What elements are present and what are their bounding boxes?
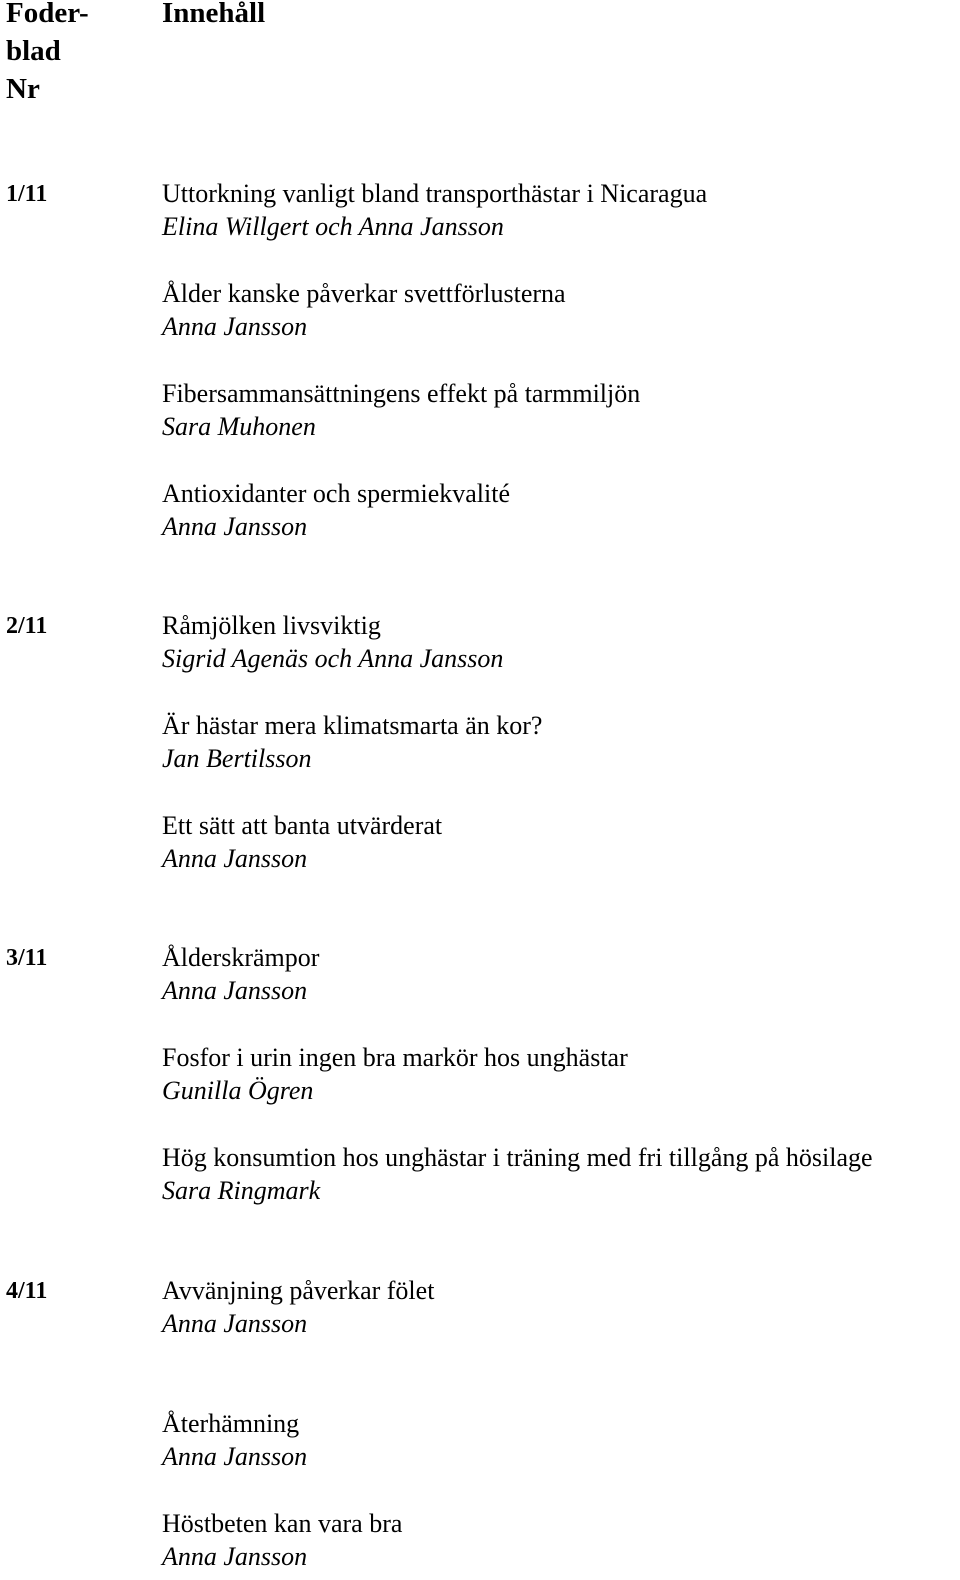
toc-entry xyxy=(0,1042,960,1112)
toc-entry xyxy=(0,710,960,780)
issue-number: 4/11 xyxy=(6,1278,48,1304)
toc-entry xyxy=(0,1275,960,1345)
toc-entry xyxy=(0,1508,960,1578)
header-content-column: Innehåll xyxy=(162,0,266,29)
toc-entry xyxy=(0,478,960,548)
toc-entry xyxy=(0,178,960,248)
article-title: Avvänjning påverkar fölet xyxy=(162,1276,435,1305)
header-number-line: Foder- blad Nr xyxy=(6,0,89,105)
header-number-column xyxy=(6,0,146,108)
article-author: Anna Jansson xyxy=(162,312,308,341)
toc-entry xyxy=(0,810,960,880)
article-author: Gunilla Ögren xyxy=(162,1076,314,1105)
issue-number: 1/11 xyxy=(6,181,48,207)
issue-number: 2/11 xyxy=(6,613,48,639)
toc-entry xyxy=(0,942,960,1012)
article-author: Sigrid Agenäs och Anna Jansson xyxy=(162,644,504,673)
article-author: Anna Jansson xyxy=(162,512,308,541)
article-title: Är hästar mera klimatsmarta än kor? xyxy=(162,711,543,740)
article-title: Fosfor i urin ingen bra markör hos unghästar xyxy=(162,1043,628,1072)
article-title: Ett sätt att banta utvärderat xyxy=(162,811,443,840)
article-author: Elina Willgert och Anna Jansson xyxy=(162,212,504,241)
article-author: Anna Jansson xyxy=(162,1309,308,1338)
issue-number: 3/11 xyxy=(6,945,48,971)
article-title: Uttorkning vanligt bland transporthästar i Nicaragua xyxy=(162,179,708,208)
article-author: Anna Jansson xyxy=(162,976,308,1005)
article-title: Fibersammansättningens effekt på tarmmiljön xyxy=(162,379,641,408)
article-author: Anna Jansson xyxy=(162,1542,308,1571)
article-title: Ålder kanske påverkar svettförlusterna xyxy=(162,279,566,308)
article-author: Sara Ringmark xyxy=(162,1176,321,1205)
article-author: Anna Jansson xyxy=(162,1442,308,1471)
article-title: Hög konsumtion hos unghästar i träning med fri tillgång på hösilage xyxy=(162,1143,873,1172)
toc-entry xyxy=(0,378,960,448)
article-title: Antioxidanter och spermiekvalité xyxy=(162,479,511,508)
article-title: Ålderskrämpor xyxy=(162,943,320,972)
article-author: Jan Bertilsson xyxy=(162,744,312,773)
article-author: Anna Jansson xyxy=(162,844,308,873)
article-title: Råmjölken livsviktig xyxy=(162,611,381,640)
toc-entry xyxy=(0,1142,960,1212)
toc-entry xyxy=(0,1408,960,1478)
toc-entry xyxy=(0,278,960,348)
article-title: Återhämning xyxy=(162,1409,300,1438)
toc-entry xyxy=(0,610,960,680)
article-author: Sara Muhonen xyxy=(162,412,316,441)
article-title: Höstbeten kan vara bra xyxy=(162,1509,403,1538)
